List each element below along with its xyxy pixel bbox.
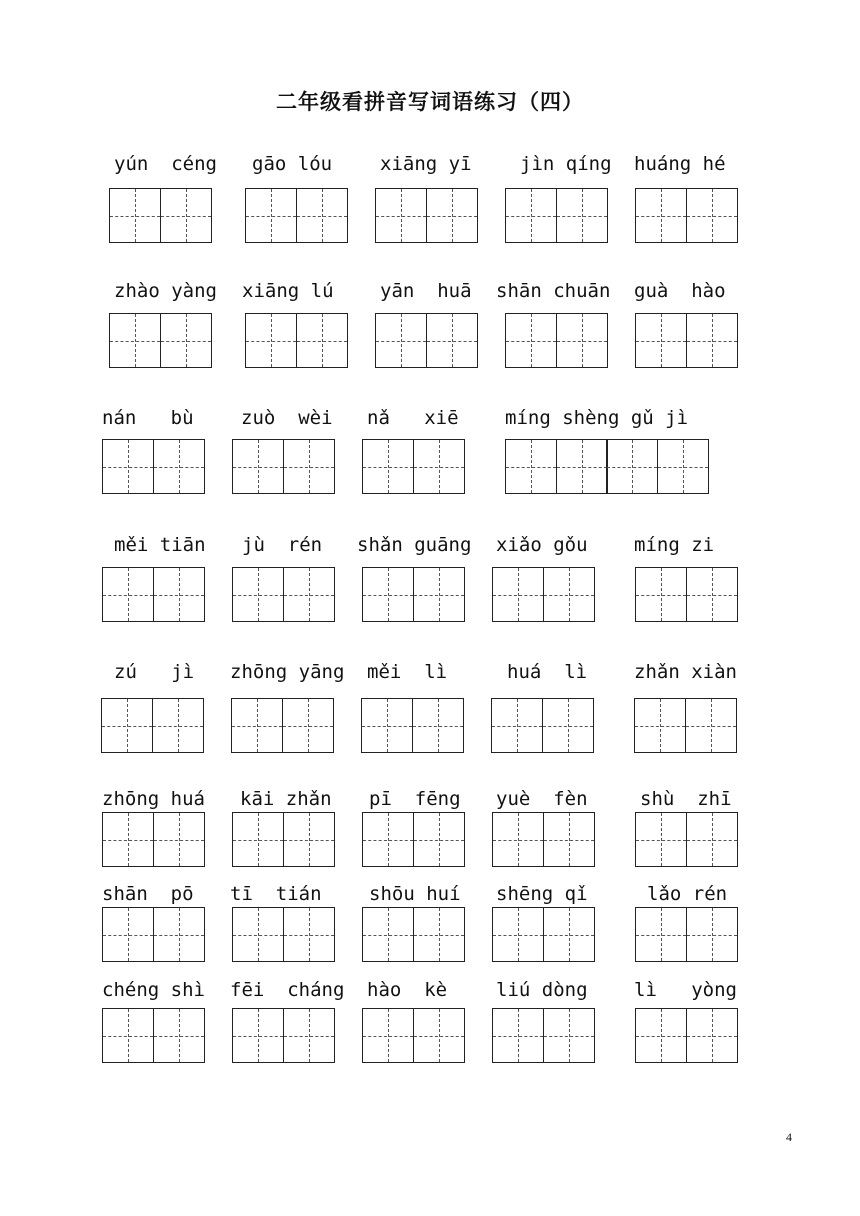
page-number: 4 <box>786 1130 792 1144</box>
pinyin-prompt: shù zhī <box>640 788 732 810</box>
writing-box-group <box>102 1008 205 1063</box>
writing-box-group <box>505 439 709 494</box>
tianzige-cell[interactable] <box>102 567 154 622</box>
writing-box-group <box>102 907 205 962</box>
tianzige-cell[interactable] <box>635 1008 687 1063</box>
tianzige-cell[interactable] <box>283 812 335 867</box>
tianzige-cell[interactable] <box>375 188 427 243</box>
tianzige-cell[interactable] <box>413 567 465 622</box>
tianzige-cell[interactable] <box>686 188 738 243</box>
tianzige-cell[interactable] <box>492 1008 544 1063</box>
pinyin-prompt: pī fēng <box>369 788 461 810</box>
pinyin-prompt: shōu huí <box>369 883 461 905</box>
writing-box-group <box>492 907 595 962</box>
writing-box-group <box>505 313 608 368</box>
tianzige-cell[interactable] <box>635 313 687 368</box>
tianzige-cell[interactable] <box>543 567 595 622</box>
tianzige-cell[interactable] <box>505 313 557 368</box>
pinyin-prompt: lì yòng <box>634 979 737 1001</box>
worksheet-title: 二年级看拼音写词语练习（四） <box>276 89 584 114</box>
tianzige-cell[interactable] <box>412 698 464 753</box>
pinyin-prompt: lǎo rén <box>647 883 728 905</box>
writing-box-group <box>245 188 348 243</box>
tianzige-cell[interactable] <box>362 907 414 962</box>
tianzige-cell[interactable] <box>362 439 414 494</box>
tianzige-cell[interactable] <box>542 698 594 753</box>
writing-box-group <box>362 812 465 867</box>
pinyin-prompt: hào kè <box>367 979 448 1001</box>
writing-box-group <box>362 567 465 622</box>
writing-box-group <box>362 1008 465 1063</box>
tianzige-cell[interactable] <box>413 1008 465 1063</box>
tianzige-cell[interactable] <box>283 439 335 494</box>
writing-box-group <box>109 313 212 368</box>
tianzige-cell[interactable] <box>635 907 687 962</box>
tianzige-cell[interactable] <box>362 1008 414 1063</box>
writing-box-group <box>635 907 738 962</box>
writing-box-group <box>634 698 737 753</box>
pinyin-prompt: gāo lóu <box>252 153 333 175</box>
pinyin-prompt: nǎ xiē <box>367 407 459 429</box>
tianzige-cell[interactable] <box>362 812 414 867</box>
tianzige-cell[interactable] <box>232 439 284 494</box>
pinyin-prompt: huáng hé <box>634 153 726 175</box>
tianzige-cell[interactable] <box>686 812 738 867</box>
pinyin-prompt: chéng shì <box>102 979 205 1001</box>
tianzige-cell[interactable] <box>556 188 608 243</box>
pinyin-prompt: zhǎn xiàn <box>634 661 737 683</box>
writing-box-group <box>635 313 738 368</box>
writing-box-group <box>505 188 608 243</box>
tianzige-cell[interactable] <box>413 812 465 867</box>
tianzige-cell[interactable] <box>634 698 686 753</box>
pinyin-prompt: zú jì <box>114 661 195 683</box>
writing-box-group <box>232 812 335 867</box>
pinyin-prompt: xiāng lú <box>242 280 334 302</box>
pinyin-prompt: xiǎo gǒu <box>496 534 588 556</box>
tianzige-cell[interactable] <box>153 567 205 622</box>
tianzige-cell[interactable] <box>102 907 154 962</box>
tianzige-cell[interactable] <box>102 812 154 867</box>
tianzige-cell[interactable] <box>102 439 154 494</box>
pinyin-prompt: míng zi <box>634 534 715 556</box>
pinyin-prompt: yún céng <box>114 153 217 175</box>
writing-box-group <box>361 698 464 753</box>
tianzige-cell[interactable] <box>231 698 283 753</box>
writing-box-group <box>232 907 335 962</box>
tianzige-cell[interactable] <box>375 313 427 368</box>
tianzige-cell[interactable] <box>245 188 297 243</box>
writing-box-group <box>362 907 465 962</box>
tianzige-cell[interactable] <box>109 313 161 368</box>
pinyin-prompt: nán bù <box>102 407 194 429</box>
writing-box-group <box>231 698 334 753</box>
tianzige-cell[interactable] <box>657 439 709 494</box>
tianzige-cell[interactable] <box>282 698 334 753</box>
tianzige-cell[interactable] <box>413 439 465 494</box>
pinyin-prompt: míng shèng gǔ jì <box>505 407 689 429</box>
pinyin-prompt: shǎn guāng <box>357 534 472 556</box>
tianzige-cell[interactable] <box>491 698 543 753</box>
tianzige-cell[interactable] <box>362 567 414 622</box>
writing-box-group <box>491 698 594 753</box>
writing-box-group <box>362 439 465 494</box>
tianzige-cell[interactable] <box>556 313 608 368</box>
pinyin-prompt: zhōng huá <box>102 788 205 810</box>
pinyin-prompt: tī tián <box>230 883 322 905</box>
tianzige-cell[interactable] <box>102 1008 154 1063</box>
tianzige-cell[interactable] <box>413 907 465 962</box>
tianzige-cell[interactable] <box>153 812 205 867</box>
tianzige-cell[interactable] <box>232 907 284 962</box>
pinyin-prompt: shēng qǐ <box>496 883 588 905</box>
tianzige-cell[interactable] <box>283 1008 335 1063</box>
tianzige-cell[interactable] <box>101 698 153 753</box>
writing-box-group <box>102 812 205 867</box>
writing-box-group <box>375 188 478 243</box>
tianzige-cell[interactable] <box>686 567 738 622</box>
tianzige-cell[interactable] <box>543 1008 595 1063</box>
pinyin-prompt: yān huā <box>380 280 472 302</box>
writing-box-group <box>635 1008 738 1063</box>
tianzige-cell[interactable] <box>426 188 478 243</box>
tianzige-cell[interactable] <box>543 907 595 962</box>
tianzige-cell[interactable] <box>109 188 161 243</box>
pinyin-prompt: kāi zhǎn <box>240 788 332 810</box>
pinyin-prompt: shān pō <box>102 883 194 905</box>
tianzige-cell[interactable] <box>685 698 737 753</box>
tianzige-cell[interactable] <box>606 439 658 494</box>
tianzige-cell[interactable] <box>296 313 348 368</box>
tianzige-cell[interactable] <box>492 812 544 867</box>
writing-box-group <box>101 698 204 753</box>
writing-box-group <box>232 439 335 494</box>
pinyin-prompt: liú dòng <box>496 979 588 1001</box>
tianzige-cell[interactable] <box>505 439 557 494</box>
pinyin-prompt: zhào yàng <box>114 280 217 302</box>
pinyin-prompt: zhōng yāng <box>230 661 345 683</box>
tianzige-cell[interactable] <box>245 313 297 368</box>
tianzige-cell[interactable] <box>686 907 738 962</box>
tianzige-cell[interactable] <box>426 313 478 368</box>
pinyin-prompt: fēi cháng <box>230 979 345 1001</box>
tianzige-cell[interactable] <box>556 439 608 494</box>
tianzige-cell[interactable] <box>686 1008 738 1063</box>
pinyin-prompt: měi tiān <box>114 534 206 556</box>
tianzige-cell[interactable] <box>635 812 687 867</box>
writing-box-group <box>245 313 348 368</box>
tianzige-cell[interactable] <box>160 188 212 243</box>
pinyin-prompt: jù rén <box>242 534 323 556</box>
tianzige-cell[interactable] <box>232 1008 284 1063</box>
tianzige-cell[interactable] <box>543 812 595 867</box>
tianzige-cell[interactable] <box>492 567 544 622</box>
writing-box-group <box>102 567 205 622</box>
pinyin-prompt: shān chuān <box>496 280 611 302</box>
tianzige-cell[interactable] <box>686 313 738 368</box>
tianzige-cell[interactable] <box>152 698 204 753</box>
writing-box-group <box>492 567 595 622</box>
writing-box-group <box>635 567 738 622</box>
pinyin-prompt: huá lì <box>507 661 588 683</box>
writing-box-group <box>635 188 738 243</box>
tianzige-cell[interactable] <box>160 313 212 368</box>
writing-box-group <box>492 1008 595 1063</box>
tianzige-cell[interactable] <box>296 188 348 243</box>
writing-box-group <box>492 812 595 867</box>
tianzige-cell[interactable] <box>283 567 335 622</box>
tianzige-cell[interactable] <box>232 567 284 622</box>
pinyin-prompt: jìn qíng <box>520 153 612 175</box>
tianzige-cell[interactable] <box>153 907 205 962</box>
pinyin-prompt: xiāng yī <box>380 153 472 175</box>
writing-box-group <box>102 439 205 494</box>
writing-box-group <box>635 812 738 867</box>
writing-box-group <box>375 313 478 368</box>
tianzige-cell[interactable] <box>505 188 557 243</box>
tianzige-cell[interactable] <box>283 907 335 962</box>
tianzige-cell[interactable] <box>361 698 413 753</box>
writing-box-group <box>232 1008 335 1063</box>
tianzige-cell[interactable] <box>635 188 687 243</box>
tianzige-cell[interactable] <box>153 1008 205 1063</box>
pinyin-prompt: yuè fèn <box>496 788 588 810</box>
tianzige-cell[interactable] <box>635 567 687 622</box>
tianzige-cell[interactable] <box>153 439 205 494</box>
pinyin-prompt: měi lì <box>367 661 448 683</box>
pinyin-prompt: zuò wèi <box>241 407 333 429</box>
writing-box-group <box>232 567 335 622</box>
pinyin-prompt: guà hào <box>634 280 726 302</box>
writing-box-group <box>109 188 212 243</box>
tianzige-cell[interactable] <box>492 907 544 962</box>
tianzige-cell[interactable] <box>232 812 284 867</box>
